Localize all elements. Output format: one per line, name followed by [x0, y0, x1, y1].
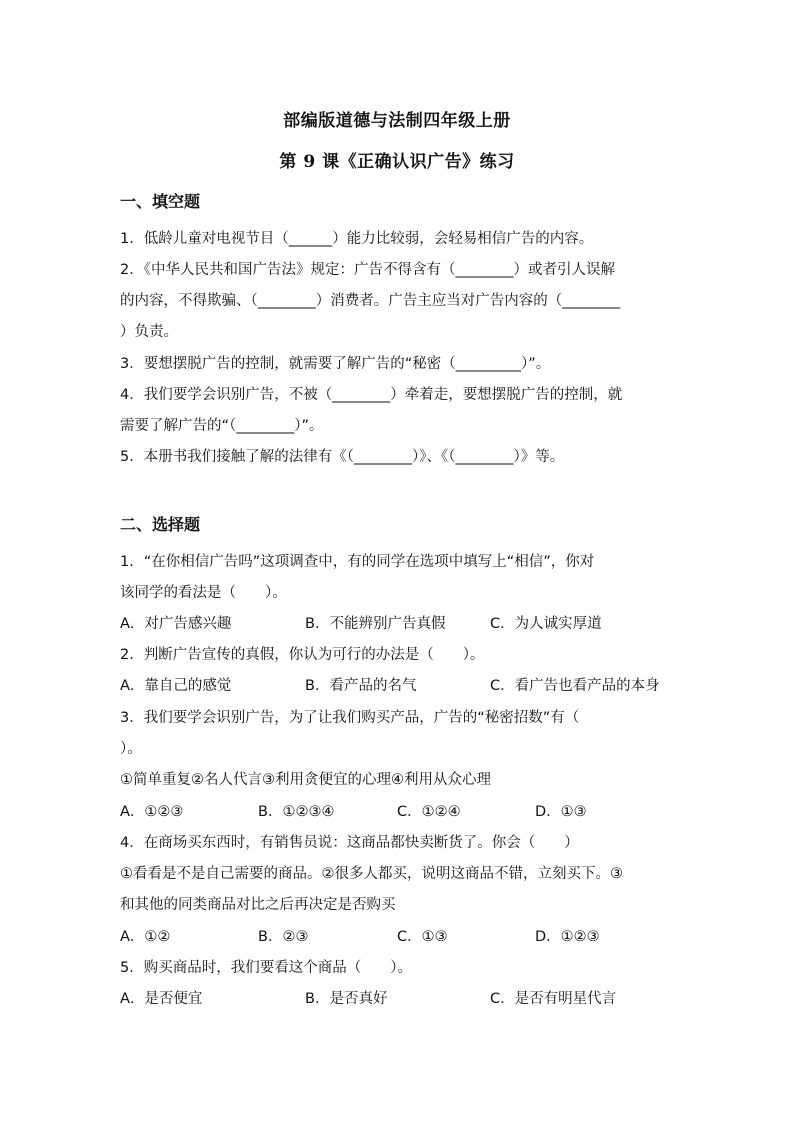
document-title: 部编版道德与法制四年级上册 — [283, 111, 511, 131]
option-b: B．不能辨别广告真假 — [305, 616, 446, 632]
fill-blank-line: 3．要想摆脱广告的控制，就需要了解广告的“秘密（_________）”。 — [120, 356, 551, 372]
fill-blank-line: 5．本册书我们接触了解的法律有《（________）》、《（________）》等。 — [120, 449, 565, 465]
question-items: ①简单重复②名人代言③利用贪便宜的心理④利用从众心理 — [120, 772, 491, 788]
fill-blank-line: 1．低龄儿童对电视节目（______）能力比较弱，会轻易相信广告的内容。 — [120, 231, 594, 247]
section-heading-fill-blank: 一、填空题 — [120, 192, 201, 211]
question-stem: 该同学的看法是（ ）。 — [120, 585, 287, 601]
option-b: B．①②③④ — [258, 804, 335, 820]
option-b: B．②③ — [258, 929, 309, 945]
fill-blank-line: 的内容，不得欺骗、（________）消费者。广告主应当对广告内容的（________ — [120, 293, 621, 309]
option-a: A．靠自己的感觉 — [120, 678, 232, 694]
option-b: B．看产品的名气 — [305, 678, 417, 694]
option-c: C．看广告也看产品的本身 — [490, 678, 660, 694]
question-stem: 1．“在你相信广告吗”这项调查中，有的同学在选项中填写上“相信”，你对 — [120, 554, 595, 570]
question-stem: 2．判断广告宣传的真假，你认为可行的办法是（ ）。 — [120, 647, 485, 663]
section-heading-choice: 二、选择题 — [120, 515, 201, 534]
question-items: 和其他的同类商品对比之后再决定是否购买 — [120, 897, 396, 913]
question-stem: ）。 — [120, 741, 142, 757]
question-stem: 3．我们要学会识别广告，为了让我们购买产品，广告的“秘密招数”有（ — [120, 710, 580, 726]
option-d: D．①③ — [535, 804, 587, 820]
fill-blank-line: ）负责。 — [120, 324, 178, 340]
option-c: C．①②④ — [397, 804, 461, 820]
option-a: A．①②③ — [120, 804, 184, 820]
option-c: C．①③ — [397, 929, 448, 945]
fill-blank-line: 2．《中华人民共和国广告法》规定：广告不得含有（________）或者引人误解 — [120, 262, 615, 278]
option-c: C．为人诚实厚道 — [490, 616, 602, 632]
option-a: A．①② — [120, 929, 171, 945]
option-b: B．是否真好 — [305, 991, 388, 1007]
question-items: ①看看是不是自己需要的商品。②很多人都买，说明这商品不错，立刻买下。③ — [120, 866, 623, 882]
option-a: A．对广告感兴趣 — [120, 616, 232, 632]
fill-blank-line: 4．我们要学会识别广告，不被（________）牵着走，要想摆脱广告的控制，就 — [120, 387, 623, 403]
question-stem: 5．购买商品时，我们要看这个商品（ ）。 — [120, 960, 412, 976]
question-stem: 4．在商场买东西时，有销售员说：这商品都快卖断货了。你会（ ） — [120, 835, 579, 851]
option-d: D．①②③ — [535, 929, 600, 945]
fill-blank-line: 需要了解广告的“（________）”。 — [120, 418, 324, 434]
option-a: A．是否便宜 — [120, 991, 203, 1007]
document-subtitle: 第 9 课《正确认识广告》练习 — [279, 152, 515, 172]
option-c: C．是否有明星代言 — [490, 991, 617, 1007]
